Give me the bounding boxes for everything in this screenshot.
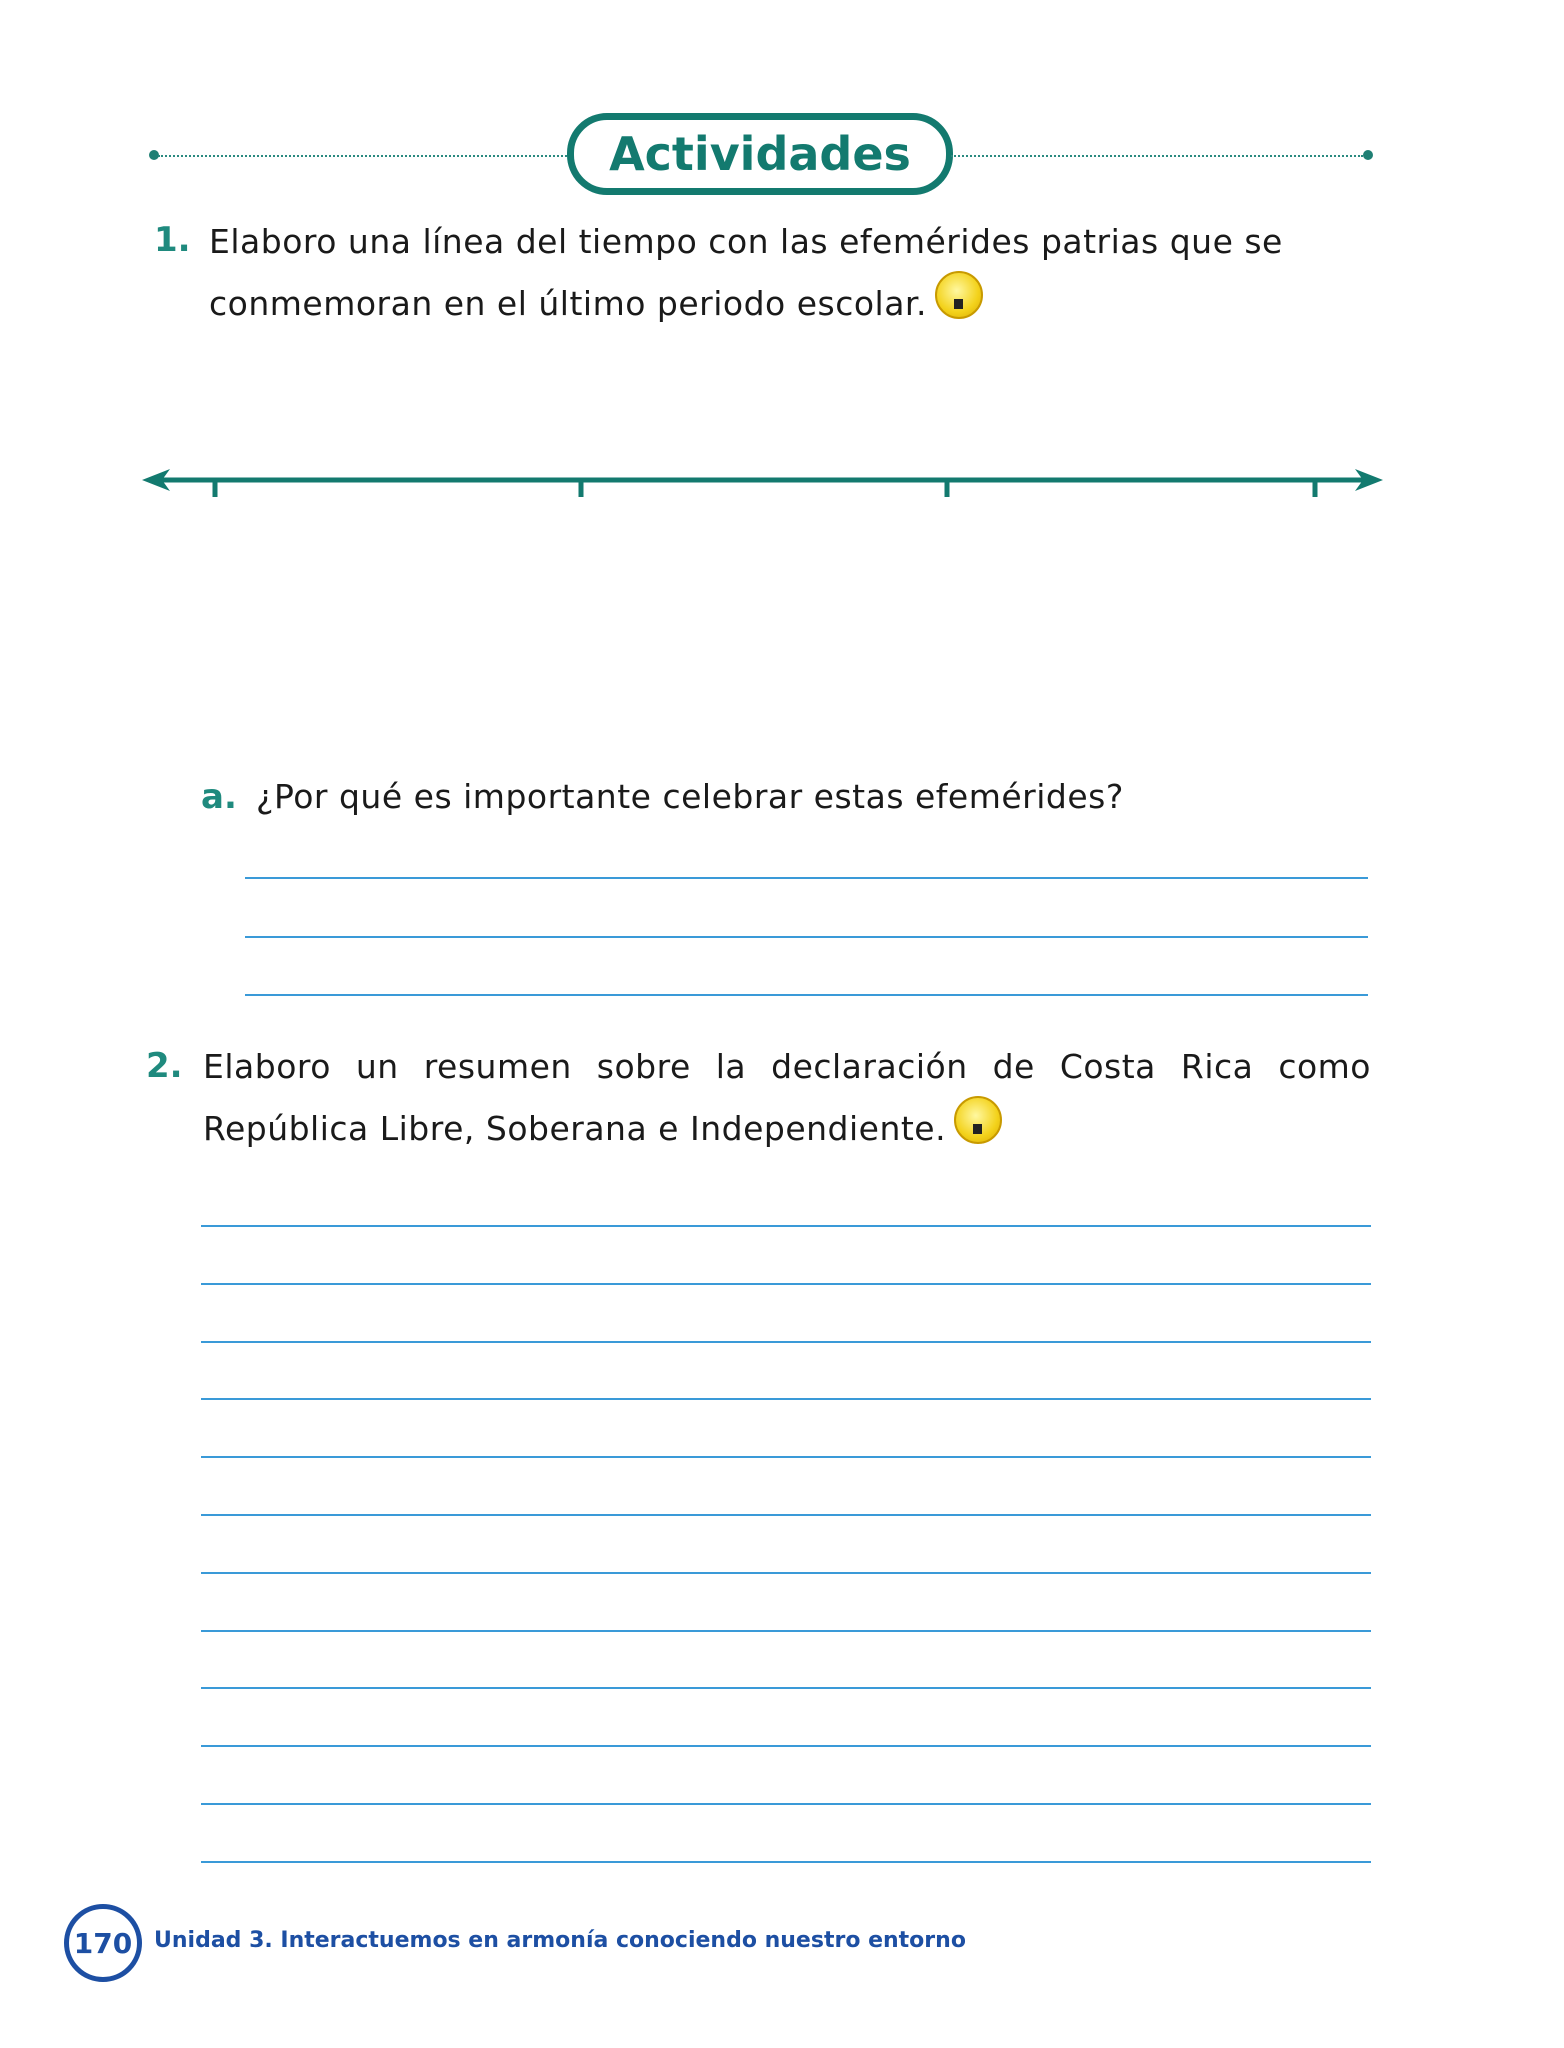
answer-line[interactable]: [201, 1745, 1371, 1747]
answer-line[interactable]: [201, 1456, 1371, 1458]
activity-1-number: 1.: [154, 220, 191, 260]
activity-1a-letter: a.: [201, 777, 237, 817]
answer-line[interactable]: [201, 1861, 1371, 1863]
activity-1-line1: Elaboro una línea del tiempo con las efemérides patrias que se: [209, 222, 1283, 261]
answer-line[interactable]: [245, 994, 1368, 996]
activity-2-text: [203, 1038, 1371, 1158]
answer-line[interactable]: [201, 1398, 1371, 1400]
unit-title: Unidad 3. Interactuemos en armonía conociendo nuestro entorno: [154, 1928, 966, 1953]
activity-1-text: [209, 213, 1283, 333]
answer-line[interactable]: [201, 1803, 1371, 1805]
lightbulb-icon: [935, 271, 983, 319]
answer-line[interactable]: [201, 1225, 1371, 1227]
activity-2-number: 2.: [146, 1046, 183, 1086]
activity-2-line1: Elaboro un resumen sobre la declaración de Costa Rica como: [203, 1047, 1371, 1086]
activity-2-line2: República Libre, Soberana e Independiente.: [203, 1109, 947, 1148]
answer-line[interactable]: [245, 877, 1368, 879]
timeline: [140, 460, 1385, 500]
divider-dot: [1363, 150, 1373, 160]
page-number: 170: [64, 1904, 142, 1982]
answer-line[interactable]: [201, 1630, 1371, 1632]
answer-line[interactable]: [201, 1283, 1371, 1285]
activity-1-line2: conmemoran en el último periodo escolar.: [209, 284, 927, 323]
lightbulb-icon: [954, 1096, 1002, 1144]
dotted-line: [158, 155, 567, 157]
answer-line[interactable]: [201, 1341, 1371, 1343]
answer-line[interactable]: [201, 1687, 1371, 1689]
answer-line[interactable]: [201, 1514, 1371, 1516]
answer-line[interactable]: [245, 936, 1368, 938]
section-title: Actividades: [567, 113, 953, 195]
answer-line[interactable]: [201, 1572, 1371, 1574]
activity-1a-question: ¿Por qué es importante celebrar estas efemérides?: [256, 777, 1124, 816]
dotted-line: [951, 155, 1363, 157]
